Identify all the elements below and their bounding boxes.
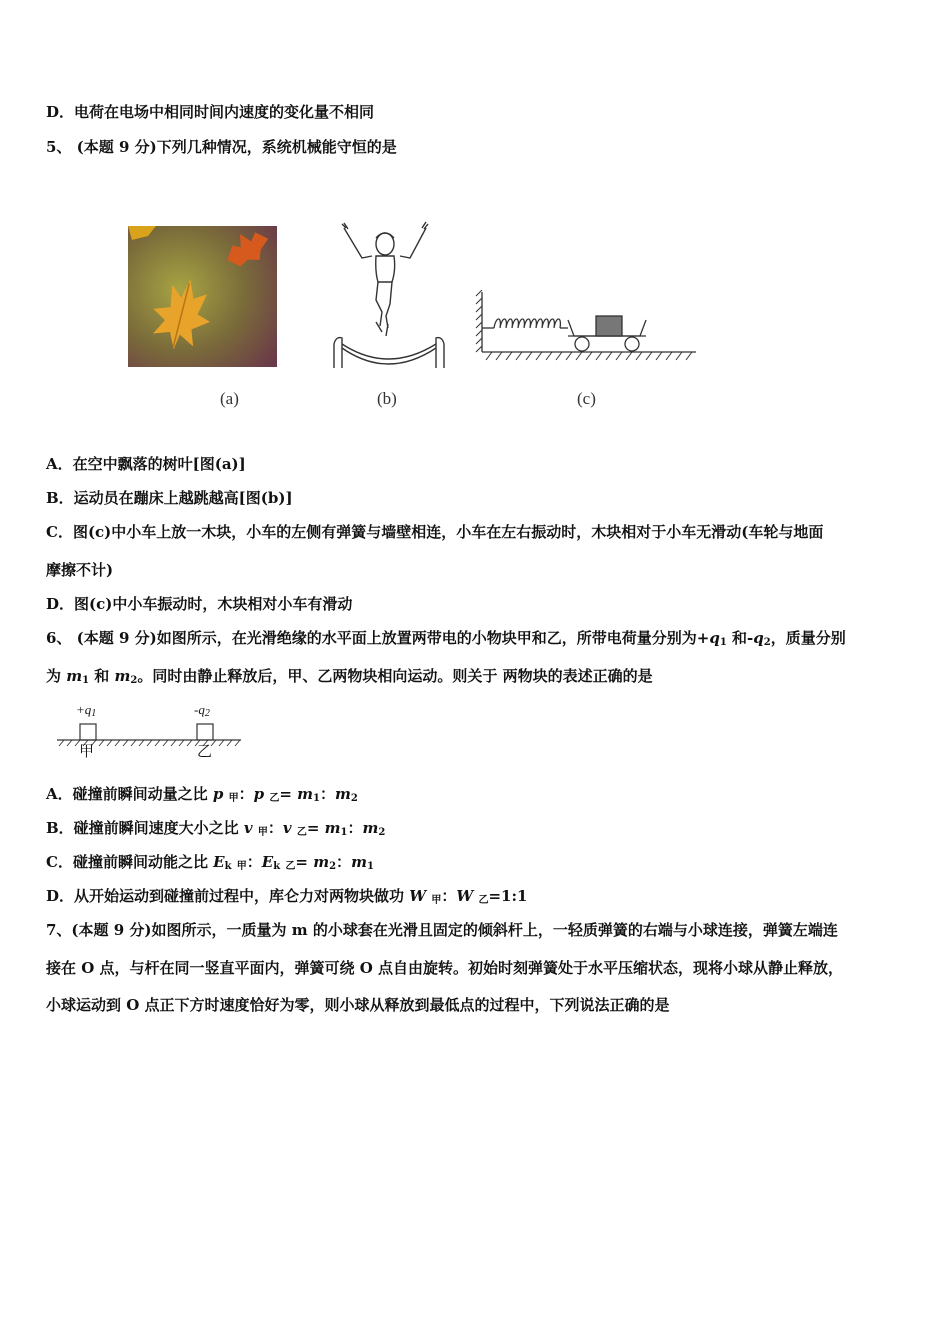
q5-option-c-line1: C．图(c)中小车上放一木块，小车的左侧有弹簧与墙壁相连，小车在左右振动时，木块相对于小车无滑动(车轮与地面 — [46, 523, 824, 541]
charged-blocks-figure — [55, 702, 245, 762]
q6-stem-line1: 6、 (本题 9 分)如图所示，在光滑绝缘的水平面上放置两带电的小物块甲和乙，所带电荷量分别为$+q_1$ 和$-q_2$，质量分别 — [46, 629, 846, 648]
falling-leaves-photo — [128, 226, 277, 367]
spring-cart-figure — [474, 290, 698, 362]
q7-stem-line2: 接在 O 点，与杆在同一竖直平面内，弹簧可绕 O 点自由旋转。初始时刻弹簧处于水平压缩状态，现将小球从静止释放， — [46, 959, 844, 977]
q5-option-d: D．图(c)中小车振动时，木块相对小车有滑动 — [46, 595, 353, 613]
q5-option-a: A．在空中飘落的树叶[图(a)] — [46, 455, 246, 473]
q6-stem-line2: 为 $m_1$ 和 $m_2$。同时由静止释放后，甲、乙两物块相向运动。则关于 两物块的表述正确的是 — [46, 667, 653, 686]
q6-option-d: D．从开始运动到碰撞前过程中，库仑力对两物块做功 W $_甲$：W $_乙$=1:1 — [46, 887, 528, 906]
q4-option-d: D．电荷在电场中相同时间内速度的变化量不相同 — [46, 103, 375, 121]
q5-option-c-line2: 摩擦不计) — [46, 561, 114, 579]
q7-stem-line1: 7、(本题 9 分)如图所示，一质量为 m 的小球套在光滑且固定的倾斜杆上，一轻质弹簧的右端与小球连接，弹簧左端连 — [46, 921, 838, 939]
q6-option-b: B．碰撞前瞬间速度大小之比 v $_甲$：v $_乙= m_1$：$m_2$ — [46, 819, 386, 838]
q7-stem-line3: 小球运动到 O 点正下方时速度恰好为零，则小球从释放到最低点的过程中，下列说法正确的是 — [46, 996, 670, 1014]
fig-charge-q2: $-q_2$ — [194, 702, 210, 719]
fig-label-yi: 乙 — [197, 742, 213, 760]
fig-charge-q1: $+q_1$ — [76, 702, 97, 719]
q6-option-c: C．碰撞前瞬间动能之比 $E_k$ $_甲$：$E_k$ $_乙= m_2$：$m_1$ — [46, 853, 374, 872]
trampoline-athlete-figure — [330, 220, 448, 372]
fig-label-jia: 甲 — [79, 742, 95, 760]
figure-caption-c: (c) — [577, 389, 596, 408]
figure-caption-a: (a) — [220, 389, 239, 408]
q5-option-b: B．运动员在蹦床上越跳越高[图(b)] — [46, 489, 293, 507]
q5-stem: 5、 (本题 9 分)下列几种情况，系统机械能守恒的是 — [46, 138, 397, 156]
figure-caption-b: (b) — [377, 389, 397, 408]
q6-option-a: A．碰撞前瞬间动量之比 p $_甲$：p $_乙= m_1$：$m_2$ — [46, 785, 358, 804]
